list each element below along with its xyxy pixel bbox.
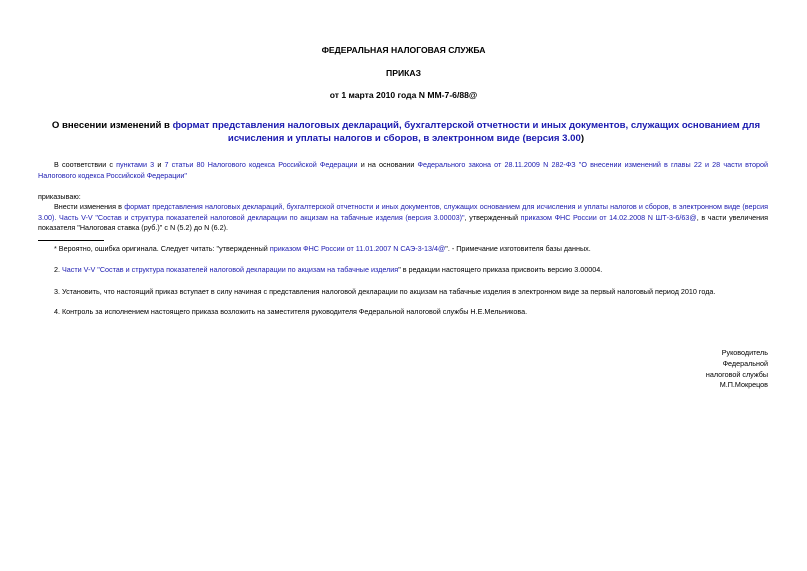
signature-title-line-1: Руководитель [721, 348, 768, 357]
preamble-text-1: В соответствии с [54, 160, 117, 169]
item-2-paragraph [54, 265, 602, 275]
item-3-paragraph: 3. Установить, что настоящий приказ вступает в силу начиная с представления налоговой декларации по акцизам на табачные изделия в электронном виде за первый налоговый период 2010 года. [54, 287, 716, 296]
format-link[interactable]: формат представления налоговых деклараций, бухгалтерской отчетности и иных документов, служащих основанием для исчисления и уплаты налогов и сборов, в электронном виде (версия 3.00). [38, 202, 768, 222]
item1-text-1: Внести изменения в [54, 202, 125, 211]
item2-text-1: 2. [54, 265, 62, 274]
preamble-text-3: и на основании [357, 160, 418, 169]
agency-heading: ФЕДЕРАЛЬНАЯ НАЛОГОВАЯ СЛУЖБА [321, 45, 486, 55]
item-1-paragraph [38, 202, 768, 234]
doc-type-heading: ПРИКАЗ [386, 68, 421, 78]
date-number-heading: от 1 марта 2010 года N ММ-7-6/88@ [329, 90, 478, 100]
footnote-order-link[interactable]: приказом ФНС России от 11.01.2007 N САЭ-3-13/4@ [269, 244, 446, 253]
footnote-text-2: ". - Примечание изготовителя базы данных. [445, 244, 591, 253]
item1-text-4: , в части увеличения показателя "Налоговая ставка (руб.)" с N (5.2) до N (6.2). [38, 212, 769, 233]
signature-name: М.П.Мокрецов [719, 380, 768, 389]
item-4-paragraph: 4. Контроль за исполнением настоящего приказа возложить на заместителя руководителя Федеральной налоговой службы Н.Е.Мельникова. [54, 307, 528, 316]
preamble-paragraph [38, 160, 768, 181]
order-word: приказываю: [38, 192, 81, 201]
footnote [54, 244, 591, 254]
federal-law-link[interactable]: Федерального закона от 28.11.2009 N 282-ФЗ "О внесении изменений в главы 22 и 28 части второй Налогового кодекса Российской Федерации" [38, 160, 769, 180]
part-vv-item2-link[interactable]: Части V-V "Состав и структура показателей налоговой декларации по акцизам на табачные изделия [62, 265, 399, 274]
footnote-text-1: * Вероятно, ошибка оригинала. Следует читать: "утвержденный [54, 244, 270, 253]
signature-title-line-3: налоговой службы [705, 370, 768, 379]
signature-title-line-2: Федеральной [722, 359, 768, 368]
points-link[interactable]: пунктами 3 [116, 160, 155, 169]
fns-order-link[interactable]: приказом ФНС России от 14.02.2008 N ШТ-3-6/63@ [520, 212, 697, 222]
item2-text-2: " в редакции настоящего приказа присвоить версию 3.00004. [398, 265, 603, 274]
page-title [46, 120, 766, 145]
title-suffix: ) [580, 132, 585, 144]
preamble-text-2: и [154, 160, 165, 169]
title-prefix: О внесении изменений в [51, 120, 173, 131]
part-vv-link[interactable]: Часть V-V "Состав и структура показателей налоговой декларации по акцизам на табачные изделия (версия 3.00003)" [59, 212, 465, 222]
item1-text-3: , утвержденный [464, 212, 521, 222]
title-format-link[interactable]: формат представления налоговых деклараций, бухгалтерской отчетности и иных документов, служащих основанием для исчисления и уплаты налогов и сборов, в электронном виде (версия 3.00 [172, 120, 761, 144]
footnote-divider [38, 240, 104, 241]
tax-code-article-link[interactable]: 7 статьи 80 Налогового кодекса Российской Федерации [164, 160, 358, 169]
